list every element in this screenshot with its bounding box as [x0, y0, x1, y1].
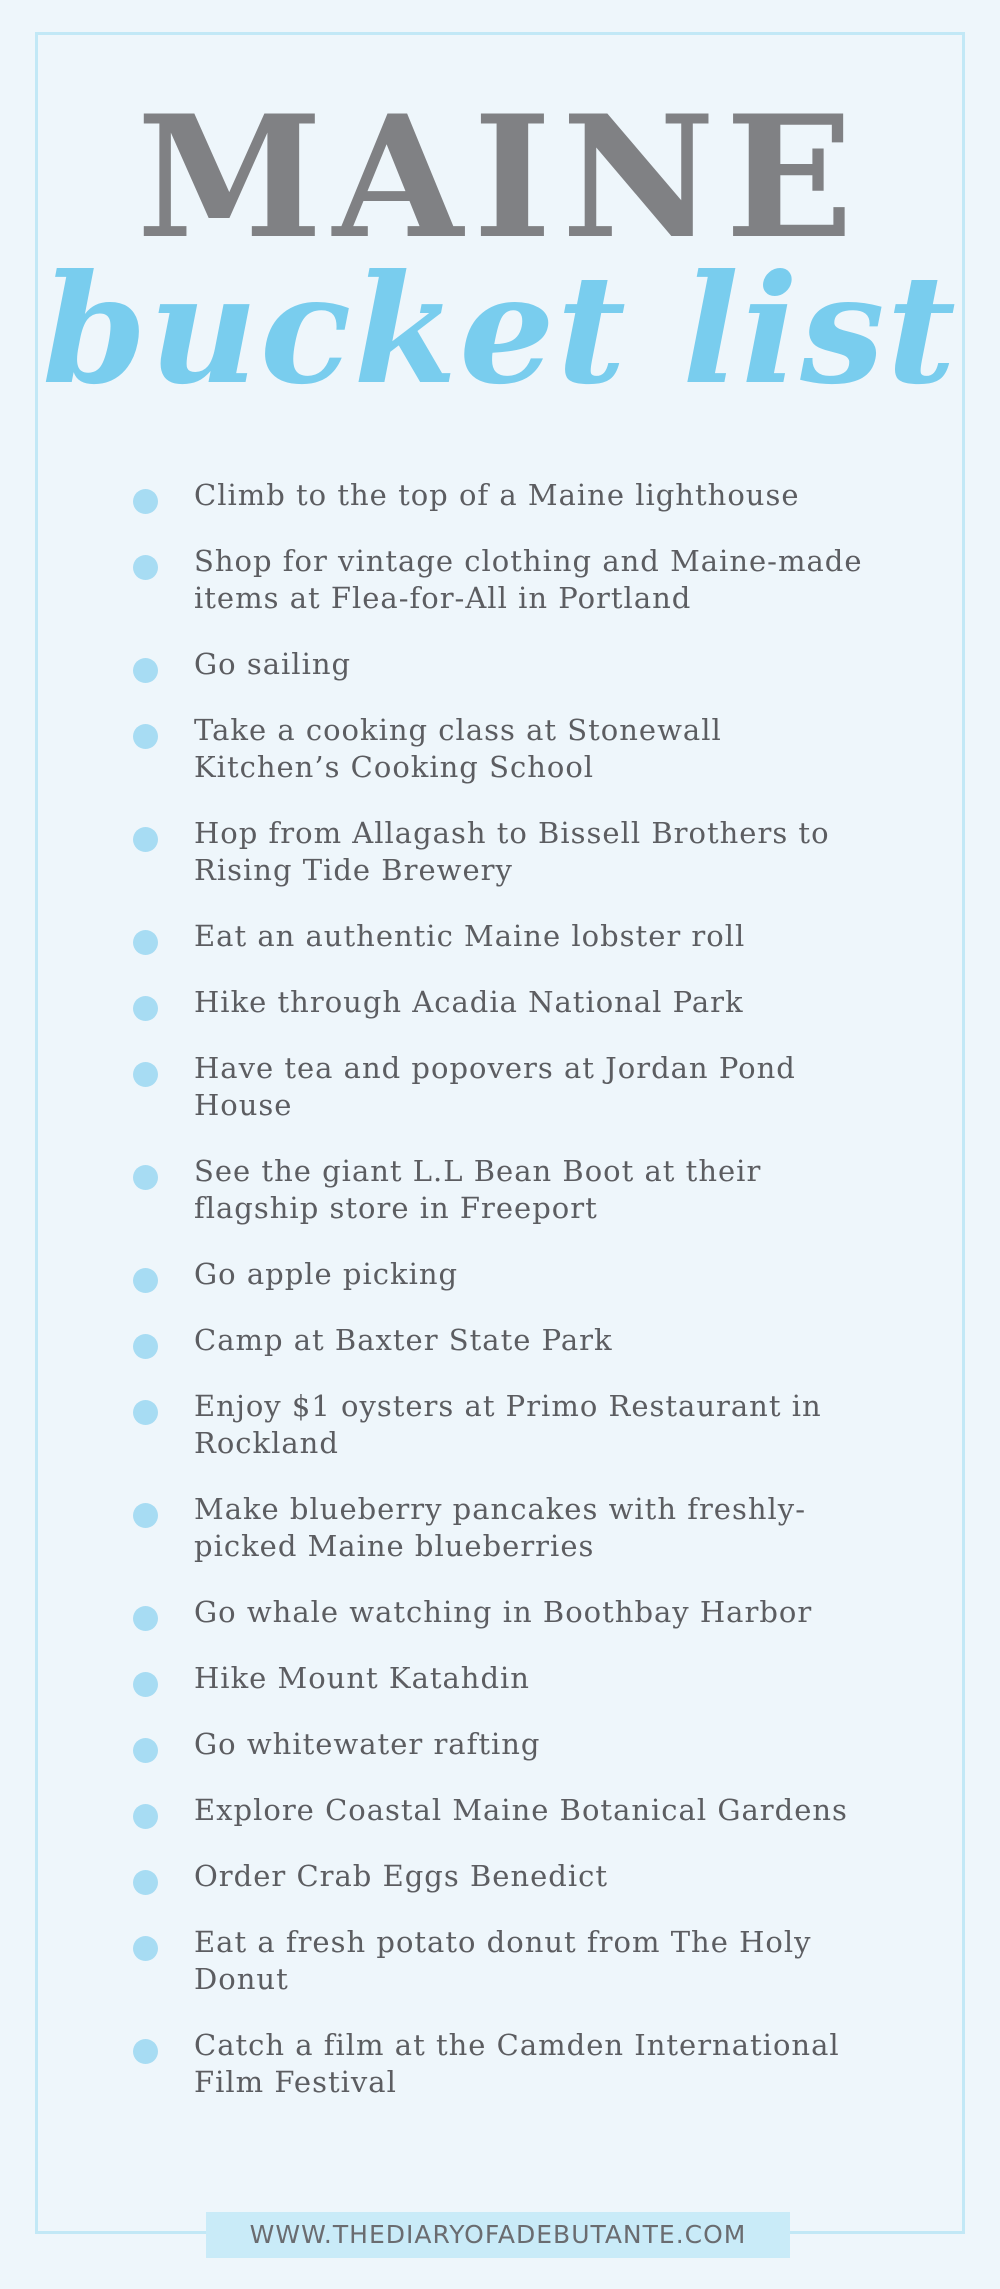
list-item-text: Explore Coastal Maine Botanical Gardens	[194, 1793, 848, 1827]
bullet-dot-icon	[133, 1400, 158, 1425]
bullet-dot-icon	[133, 1936, 158, 1961]
list-item-text: Eat an authentic Maine lobster roll	[194, 919, 746, 953]
list-item	[130, 1858, 870, 1895]
subtitle-script: bucket list	[42, 242, 958, 418]
list-item	[130, 1491, 870, 1565]
bullet-dot-icon	[133, 1870, 158, 1895]
bullet-dot-icon	[133, 1672, 158, 1697]
list-item-text: Climb to the top of a Maine lighthouse	[194, 478, 800, 512]
title: MAINE	[136, 78, 864, 276]
list-item	[130, 1660, 870, 1697]
bullet-dot-icon	[133, 827, 158, 852]
bullet-dot-icon	[133, 658, 158, 683]
list-item-text: Hop from Allagash to Bissell Brothers to Rising Tide Brewery	[194, 816, 830, 887]
bullet-dot-icon	[133, 996, 158, 1021]
bullet-dot-icon	[133, 1062, 158, 1087]
list-item-text: Camp at Baxter State Park	[194, 1323, 613, 1357]
bullet-dot-icon	[133, 1606, 158, 1631]
list-item-text: Shop for vintage clothing and Maine-made items at Flea-for-All in Portland	[194, 544, 863, 615]
list-item-text: Go apple picking	[194, 1257, 459, 1291]
list-item-text: Make blueberry pancakes with freshly-picked Maine blueberries	[194, 1492, 806, 1563]
bullet-dot-icon	[133, 1738, 158, 1763]
bullet-dot-icon	[133, 1268, 158, 1293]
list-item-text: Eat a fresh potato donut from The Holy Donut	[194, 1925, 812, 1996]
list-item	[130, 1256, 870, 1293]
bullet-dot-icon	[133, 1503, 158, 1528]
list-item	[130, 1726, 870, 1763]
list-item-text: Take a cooking class at Stonewall Kitchen’s Cooking School	[194, 713, 722, 784]
list-item	[130, 1924, 870, 1998]
bullet-dot-icon	[133, 1804, 158, 1829]
bullet-dot-icon	[133, 930, 158, 955]
list-item	[130, 1388, 870, 1462]
list-item	[130, 1050, 870, 1124]
list-item-text: Enjoy $1 oysters at Primo Restaurant in Rockland	[194, 1389, 822, 1460]
list-item	[130, 918, 870, 955]
list-item-text: Go sailing	[194, 647, 352, 681]
list-item	[130, 646, 870, 683]
bullet-dot-icon	[133, 1165, 158, 1190]
list-item	[130, 543, 870, 617]
list-item-text: Order Crab Eggs Benedict	[194, 1859, 609, 1893]
bullet-dot-icon	[133, 1334, 158, 1359]
list-item	[130, 1792, 870, 1829]
bullet-dot-icon	[133, 555, 158, 580]
list-item-text: Have tea and popovers at Jordan Pond House	[194, 1051, 796, 1122]
bullet-dot-icon	[133, 724, 158, 749]
list-item-text: Catch a film at the Camden International Film Festival	[194, 2028, 840, 2099]
list-item	[130, 477, 870, 514]
list-item-text: Go whitewater rafting	[194, 1727, 541, 1761]
list-item	[130, 815, 870, 889]
list-item	[130, 1594, 870, 1631]
website-url[interactable]: WWW.THEDIARYOFADEBUTANTE.COM	[206, 2212, 790, 2258]
list-item-text: Go whale watching in Boothbay Harbor	[194, 1595, 813, 1629]
list-item	[130, 1153, 870, 1227]
bullet-dot-icon	[133, 2039, 158, 2064]
list-item-text: See the giant L.L Bean Boot at their flagship store in Freeport	[194, 1154, 762, 1225]
bucket-list	[130, 477, 870, 2130]
list-item-text: Hike through Acadia National Park	[194, 985, 744, 1019]
bullet-dot-icon	[133, 489, 158, 514]
list-item-text: Hike Mount Katahdin	[194, 1661, 530, 1695]
list-item	[130, 712, 870, 786]
list-item	[130, 1322, 870, 1359]
list-item	[130, 984, 870, 1021]
list-item	[130, 2027, 870, 2101]
